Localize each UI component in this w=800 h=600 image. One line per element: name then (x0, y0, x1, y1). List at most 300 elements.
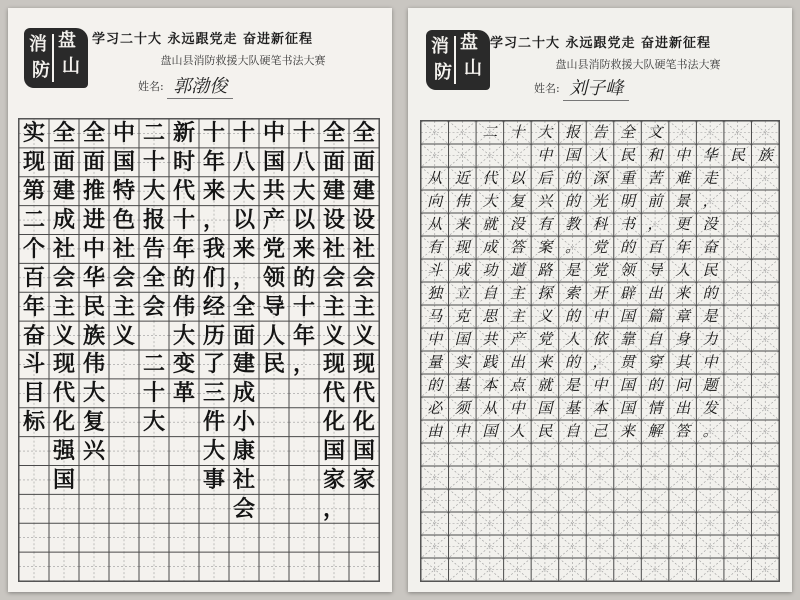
grid-character: 百 (647, 238, 663, 256)
grid-character: 的 (564, 353, 580, 371)
grid-character: 伟 (454, 192, 470, 210)
grid-character: 民 (620, 146, 636, 164)
grid-character: 十 (202, 120, 225, 147)
grid-character: 来 (232, 235, 255, 262)
grid-character: 全 (620, 123, 636, 141)
grid-character: ， (292, 351, 315, 378)
grid-character: 马 (427, 307, 443, 325)
grid-character: 中 (675, 146, 691, 164)
name-label: 姓名: (534, 81, 560, 95)
grid-character: 代 (352, 380, 375, 407)
grid-character: 中 (592, 307, 608, 325)
grid-character: 进 (82, 207, 105, 234)
grid-character: 民 (537, 422, 553, 440)
grid-character: 本 (592, 399, 608, 417)
grid-character: 国 (564, 146, 580, 164)
grid-character: 是 (564, 376, 580, 394)
grid-character: 大 (482, 192, 498, 210)
grid-character: 成 (52, 207, 75, 234)
grid-character: 的 (702, 284, 718, 302)
grid-character: 年 (202, 149, 225, 176)
grid-character: 复 (82, 409, 105, 436)
grid-character: 变 (172, 351, 195, 378)
grid-character: 报 (142, 207, 165, 234)
grid-character: 目 (22, 380, 45, 407)
grid-character: 情 (647, 399, 663, 417)
grid-character: 设 (352, 207, 375, 234)
grid-character: 第 (22, 178, 45, 205)
grid-character: 党 (262, 235, 285, 262)
grid-character: 案 (537, 238, 553, 256)
grid-character: 有 (537, 215, 553, 233)
grid-character: 后 (537, 169, 553, 187)
grid-character: 兴 (537, 192, 553, 210)
grid-character: 我 (202, 235, 225, 262)
contest-title: 盘山县消防救援大队硬笔书法大赛 (555, 58, 721, 71)
grid-character: 点 (509, 376, 525, 394)
grid-character: 就 (482, 215, 498, 233)
grid-character: 百 (22, 264, 45, 291)
grid-character: 其 (675, 353, 691, 371)
grid-character: 以 (292, 207, 315, 234)
grid-character: 面 (82, 149, 105, 176)
grid-characters-right (421, 121, 779, 581)
grid-character: 族 (82, 322, 105, 349)
grid-character: 年 (292, 322, 315, 349)
grid-character: 十 (292, 120, 315, 147)
grid-character: 道 (509, 261, 525, 279)
grid-character: 来 (292, 235, 315, 262)
grid-character: 会 (232, 495, 255, 522)
grid-character: 二 (22, 207, 45, 234)
grid-character: 斗 (427, 261, 443, 279)
grid-character: 身 (675, 330, 691, 348)
stamp-char-pan: 盘 (460, 32, 478, 53)
grid-character: 产 (262, 207, 285, 234)
grid-character: 中 (702, 353, 718, 371)
grid-character: 人 (509, 422, 525, 440)
grid-character: 更 (675, 215, 691, 233)
grid-character: 社 (322, 235, 345, 262)
grid-character: 会 (52, 264, 75, 291)
grid-character: 开 (592, 284, 608, 302)
grid-character: 大 (537, 123, 553, 141)
grid-character: 十 (142, 149, 165, 176)
grid-character: 全 (232, 293, 255, 320)
grid-character: 特 (112, 178, 135, 205)
grid-character: 篇 (647, 307, 663, 325)
grid-character: 现 (454, 238, 470, 256)
grid-character: 建 (322, 178, 345, 205)
grid-character: 党 (537, 330, 553, 348)
grid-character: 建 (232, 351, 255, 378)
grid-character: 二 (142, 351, 165, 378)
grid-character: 件 (202, 409, 225, 436)
grid-character: 主 (509, 284, 525, 302)
grid-character: 时 (172, 149, 195, 176)
grid-character: 践 (482, 353, 498, 371)
grid-character: 答 (509, 238, 525, 256)
grid-character: 中 (509, 399, 525, 417)
grid-character: 来 (537, 353, 553, 371)
grid-character: 十 (509, 123, 525, 141)
contest-title: 盘山县消防救援大队硬笔书法大赛 (160, 54, 326, 67)
writing-grid-left (18, 118, 380, 582)
grid-character: 党 (592, 238, 608, 256)
grid-character: 面 (232, 322, 255, 349)
grid-character: 依 (592, 330, 608, 348)
grid-character: 成 (232, 380, 255, 407)
grid-character: 主 (509, 307, 525, 325)
grid-character: 和 (647, 146, 663, 164)
grid-character: 现 (22, 149, 45, 176)
grid-character: 功 (482, 261, 498, 279)
grid-character: 解 (647, 422, 663, 440)
grid-character: 康 (232, 438, 255, 465)
grid-character: 主 (112, 293, 135, 320)
grid-character: 国 (620, 376, 636, 394)
grid-character: 十 (142, 380, 165, 407)
stamp-char-fang: 防 (32, 60, 50, 81)
grid-character: 国 (620, 307, 636, 325)
grid-character: 人 (262, 322, 285, 349)
grid-character: 化 (52, 409, 75, 436)
grid-character: 来 (454, 215, 470, 233)
grid-character: 自 (647, 330, 663, 348)
grid-character: 力 (702, 330, 718, 348)
grid-character: 的 (564, 307, 580, 325)
grid-character: 的 (292, 264, 315, 291)
grid-character: 革 (172, 380, 195, 407)
grid-character: 历 (202, 322, 225, 349)
grid-character: 复 (509, 192, 525, 210)
grid-character: 经 (202, 293, 225, 320)
grid-character: 义 (537, 307, 553, 325)
grid-character: 独 (427, 284, 443, 302)
name-label: 姓名: (138, 79, 164, 93)
grid-character: 有 (427, 238, 443, 256)
grid-character: 们 (202, 264, 225, 291)
grid-character: 人 (675, 261, 691, 279)
grid-character: 向 (427, 192, 443, 210)
grid-character: 来 (202, 178, 225, 205)
grid-character: 章 (675, 307, 691, 325)
grid-character: 题 (702, 376, 718, 394)
grid-character: 奋 (702, 238, 718, 256)
grid-character: 从 (482, 399, 498, 417)
grid-character: 兴 (82, 438, 105, 465)
stamp-char-fang: 防 (434, 62, 452, 83)
grid-character: 现 (322, 351, 345, 378)
grid-character: 教 (564, 215, 580, 233)
stamp-char-shan: 山 (62, 56, 80, 77)
grid-character: 难 (675, 169, 691, 187)
grid-character: 自 (482, 284, 498, 302)
grid-character: 现 (352, 351, 375, 378)
grid-character: 会 (112, 264, 135, 291)
grid-character: 全 (82, 120, 105, 147)
fire-brigade-seal-stamp (24, 28, 88, 88)
grid-character: 民 (262, 351, 285, 378)
grid-character: 。 (702, 422, 718, 440)
grid-character: 个 (22, 235, 45, 262)
grid-character: 中 (454, 422, 470, 440)
grid-character: 领 (620, 261, 636, 279)
fire-brigade-seal-stamp (426, 30, 490, 90)
grid-character: 深 (592, 169, 608, 187)
grid-character: 年 (172, 235, 195, 262)
grid-character: 中 (82, 235, 105, 262)
grid-character: 家 (352, 466, 375, 493)
slogan-heading: 学习二十大 永远跟党走 奋进新征程 (490, 36, 712, 51)
grid-character: 社 (352, 235, 375, 262)
grid-character: 会 (322, 264, 345, 291)
grid-character: 的 (620, 238, 636, 256)
grid-character: 大 (142, 178, 165, 205)
grid-character: 须 (454, 399, 470, 417)
grid-character: 从 (427, 169, 443, 187)
grid-character: 光 (592, 192, 608, 210)
grid-character: 中 (592, 376, 608, 394)
grid-character: 科 (592, 215, 608, 233)
calligraphy-sheet-left (8, 8, 392, 592)
grid-character: 发 (702, 399, 718, 417)
grid-character: 本 (482, 376, 498, 394)
grid-character: 国 (352, 438, 375, 465)
grid-character: 以 (232, 207, 255, 234)
grid-character: 家 (322, 466, 345, 493)
grid-character: 华 (82, 264, 105, 291)
grid-character: 国 (482, 422, 498, 440)
grid-character: 来 (675, 284, 691, 302)
grid-character: 设 (322, 207, 345, 234)
grid-character: 社 (52, 235, 75, 262)
grid-character: 全 (322, 120, 345, 147)
grid-character: 成 (454, 261, 470, 279)
grid-character: 问 (675, 376, 691, 394)
grid-character: 民 (702, 261, 718, 279)
grid-character: 年 (675, 238, 691, 256)
author-name: 郭渤俊 (167, 72, 233, 99)
grid-character: ， (592, 353, 608, 371)
grid-character: 立 (454, 284, 470, 302)
grid-character: 建 (52, 178, 75, 205)
name-line (534, 74, 629, 98)
grid-character: 面 (52, 149, 75, 176)
grid-character: 基 (564, 399, 580, 417)
grid-character: 全 (352, 120, 375, 147)
grid-character: 主 (352, 293, 375, 320)
grid-character: 国 (52, 466, 75, 493)
grid-character: 推 (82, 178, 105, 205)
grid-character: 二 (142, 120, 165, 147)
grid-character: 奋 (22, 322, 45, 349)
author-name: 刘子峰 (563, 74, 629, 101)
grid-character: 苦 (647, 169, 663, 187)
grid-character: ， (322, 495, 345, 522)
grid-character: 全 (52, 120, 75, 147)
grid-character: 从 (427, 215, 443, 233)
grid-character: 思 (482, 307, 498, 325)
grid-character: 代 (322, 380, 345, 407)
grid-character: 中 (262, 120, 285, 147)
stamp-char-pan: 盘 (58, 30, 76, 51)
grid-character: 出 (675, 399, 691, 417)
grid-character: 事 (202, 466, 225, 493)
grid-character: 中 (112, 120, 135, 147)
grid-character: 的 (427, 376, 443, 394)
grid-character: 党 (592, 261, 608, 279)
grid-character: 国 (454, 330, 470, 348)
grid-character: 大 (142, 409, 165, 436)
grid-character: 量 (427, 353, 443, 371)
grid-character: 没 (509, 215, 525, 233)
grid-character: 大 (172, 322, 195, 349)
grid-character: 化 (322, 409, 345, 436)
grid-character: 面 (352, 149, 375, 176)
grid-character: 出 (509, 353, 525, 371)
grid-character: 二 (482, 123, 498, 141)
grid-character: 中 (427, 330, 443, 348)
grid-character: 的 (564, 169, 580, 187)
grid-character: 八 (292, 149, 315, 176)
grid-character: 靠 (620, 330, 636, 348)
grid-character: 民 (730, 146, 746, 164)
name-line (138, 72, 233, 96)
grid-character: 必 (427, 399, 443, 417)
grid-character: 伟 (172, 293, 195, 320)
grid-character: 新 (172, 120, 195, 147)
grid-character: 社 (112, 235, 135, 262)
grid-character: 重 (620, 169, 636, 187)
grid-character: 明 (620, 192, 636, 210)
grid-character: 是 (564, 261, 580, 279)
grid-character: 实 (22, 120, 45, 147)
grid-character: 。 (564, 238, 580, 256)
grid-character: 化 (352, 409, 375, 436)
grid-character: 中 (537, 146, 553, 164)
grid-character: 共 (262, 178, 285, 205)
grid-character: 华 (702, 146, 718, 164)
grid-character: 探 (537, 284, 553, 302)
grid-character: 国 (112, 149, 135, 176)
grid-character: 穿 (647, 353, 663, 371)
grid-character: 年 (22, 293, 45, 320)
grid-character: 走 (702, 169, 718, 187)
grid-character: 克 (454, 307, 470, 325)
grid-character: 自 (564, 422, 580, 440)
grid-character: 面 (322, 149, 345, 176)
grid-character: 就 (537, 376, 553, 394)
grid-character: 导 (647, 261, 663, 279)
grid-character: 共 (482, 330, 498, 348)
grid-character: 斗 (22, 351, 45, 378)
grid-character: 索 (564, 284, 580, 302)
grid-character: 十 (232, 120, 255, 147)
grid-characters-left (19, 119, 379, 581)
grid-character: 前 (647, 192, 663, 210)
grid-character: 人 (564, 330, 580, 348)
grid-character: 民 (82, 293, 105, 320)
grid-character: 大 (232, 178, 255, 205)
grid-character: 代 (172, 178, 195, 205)
grid-character: 代 (52, 380, 75, 407)
grid-character: 人 (592, 146, 608, 164)
slogan-heading: 学习二十大 永远跟党走 奋进新征程 (92, 32, 314, 47)
grid-character: 路 (537, 261, 553, 279)
grid-character: 小 (232, 409, 255, 436)
grid-character: 告 (142, 235, 165, 262)
grid-character: 社 (232, 466, 255, 493)
grid-character: 国 (537, 399, 553, 417)
grid-character: 由 (427, 422, 443, 440)
grid-character: 大 (82, 380, 105, 407)
grid-character: 书 (620, 215, 636, 233)
grid-character: 现 (52, 351, 75, 378)
grid-character: 导 (262, 293, 285, 320)
grid-character: 代 (482, 169, 498, 187)
grid-character: 的 (564, 192, 580, 210)
grid-character: 景 (675, 192, 691, 210)
grid-character: 成 (482, 238, 498, 256)
grid-character: 告 (592, 123, 608, 141)
grid-character: 近 (454, 169, 470, 187)
grid-character: ， (647, 215, 663, 233)
grid-character: 义 (52, 322, 75, 349)
grid-character: 主 (322, 293, 345, 320)
grid-character: 出 (647, 284, 663, 302)
grid-character: 义 (322, 322, 345, 349)
grid-character: 文 (647, 123, 663, 141)
grid-character: 的 (172, 264, 195, 291)
grid-character: ， (232, 264, 255, 291)
grid-character: 大 (202, 438, 225, 465)
grid-character: 来 (620, 422, 636, 440)
grid-character: 实 (454, 353, 470, 371)
grid-character: 八 (232, 149, 255, 176)
stamp-char-xiao: 消 (431, 36, 449, 57)
grid-character: 国 (620, 399, 636, 417)
grid-character: 十 (172, 207, 195, 234)
grid-character: 的 (647, 376, 663, 394)
grid-character: 色 (112, 207, 135, 234)
grid-character: 国 (262, 149, 285, 176)
grid-character: 建 (352, 178, 375, 205)
grid-character: 三 (202, 380, 225, 407)
grid-character: 了 (202, 351, 225, 378)
grid-character: ， (202, 207, 225, 234)
grid-character: 标 (22, 409, 45, 436)
grid-character: 没 (702, 215, 718, 233)
grid-character: 是 (702, 307, 718, 325)
grid-character: ， (702, 192, 718, 210)
grid-character: 己 (592, 422, 608, 440)
grid-character: 以 (509, 169, 525, 187)
grid-character: 答 (675, 422, 691, 440)
grid-character: 国 (322, 438, 345, 465)
grid-character: 辟 (620, 284, 636, 302)
calligraphy-sheet-right (408, 8, 792, 592)
stamp-char-xiao: 消 (29, 34, 47, 55)
grid-character: 领 (262, 264, 285, 291)
grid-character: 大 (292, 178, 315, 205)
grid-character: 强 (52, 438, 75, 465)
grid-character: 十 (292, 293, 315, 320)
grid-character: 基 (454, 376, 470, 394)
grid-character: 全 (142, 264, 165, 291)
grid-character: 贯 (620, 353, 636, 371)
writing-grid-right (420, 120, 780, 582)
